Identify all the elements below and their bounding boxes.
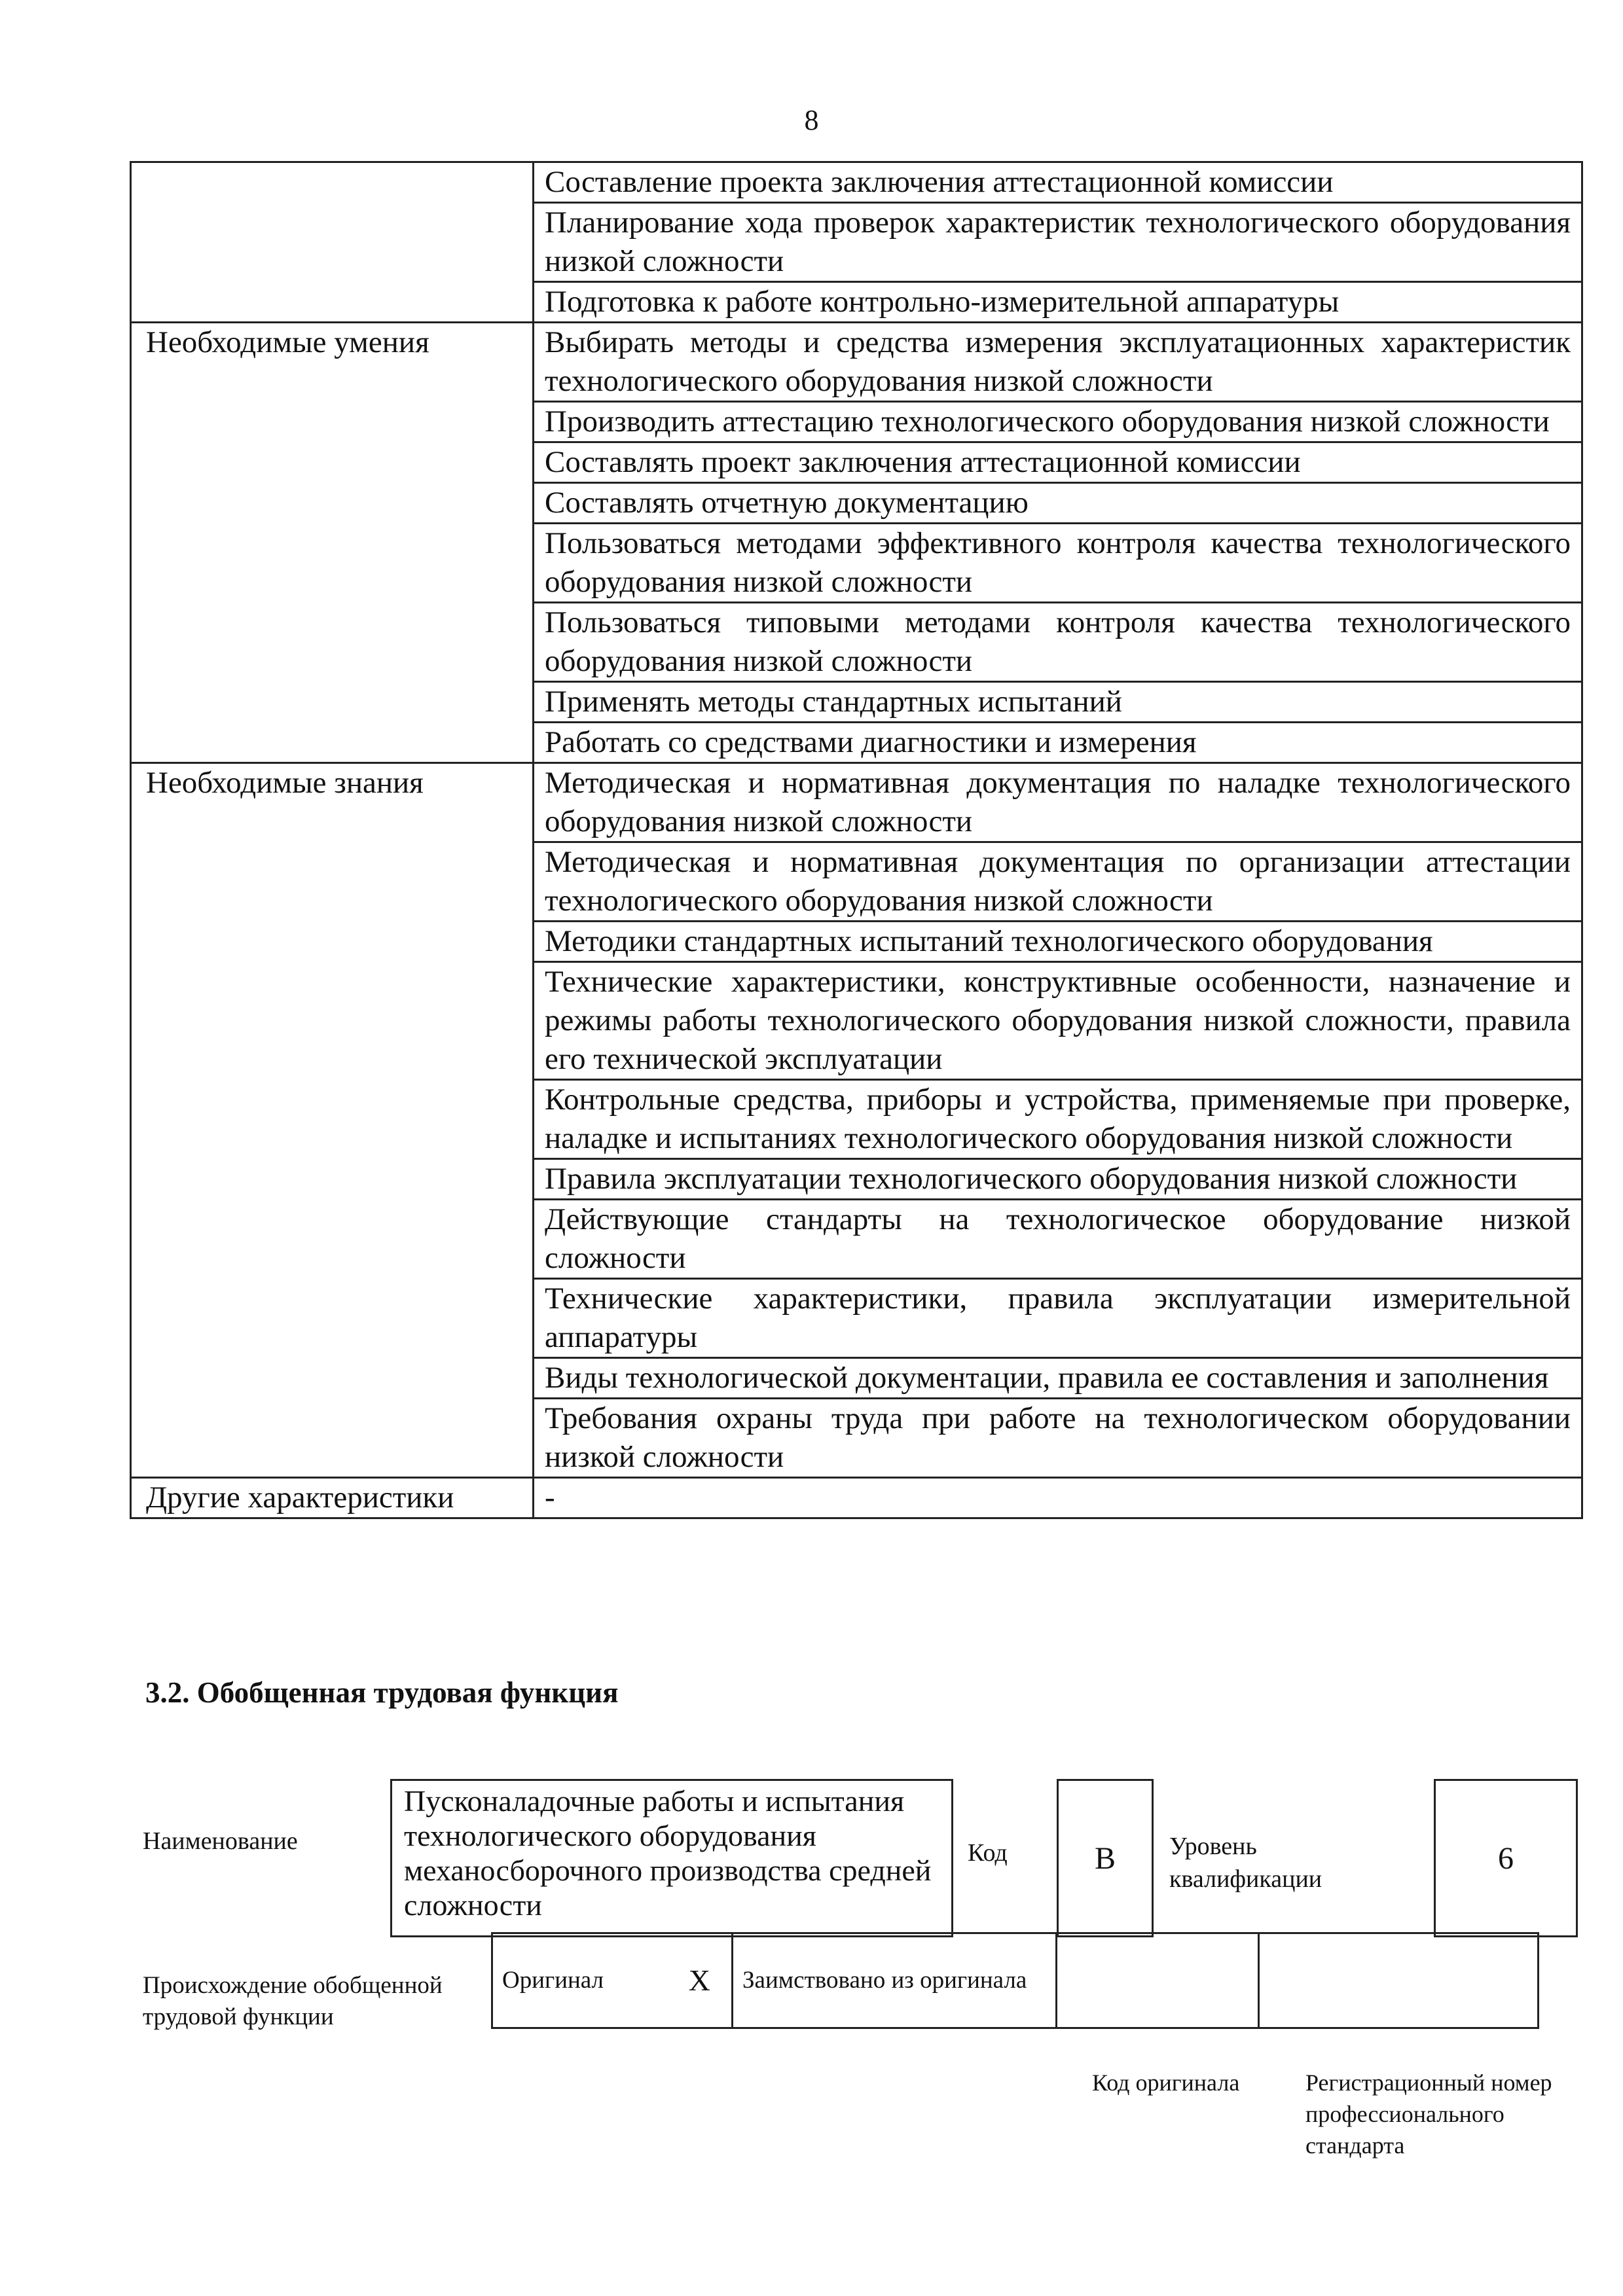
row-label bbox=[131, 162, 534, 323]
table-cell: Составлять отчетную документацию bbox=[534, 483, 1582, 524]
level-value: 6 bbox=[1498, 1840, 1514, 1876]
table-cell: Контрольные средства, приборы и устройства, применяемые при проверке, наладке и испытаниях технологического оборудования низкой сложности bbox=[534, 1080, 1582, 1159]
table-cell: Применять методы стандартных испытаний bbox=[534, 682, 1582, 723]
table-row bbox=[131, 1478, 1582, 1518]
section-title: 3.2. Обобщенная трудовая функция bbox=[145, 1676, 619, 1709]
code-value-box bbox=[1057, 1779, 1154, 1937]
table-cell: Требования охраны труда при работе на технологическом оборудовании низкой сложности bbox=[534, 1399, 1582, 1478]
table-cell: Действующие стандарты на технологическое оборудование низкой сложности bbox=[534, 1200, 1582, 1279]
function-name-box bbox=[390, 1779, 953, 1937]
function-name-value: Пусконаладочные работы и испытания технологического оборудования механосборочного производства средней сложности bbox=[404, 1784, 932, 1922]
table-cell: Методическая и нормативная документация по организации аттестации технологического оборудования низкой сложности bbox=[534, 842, 1582, 922]
table-row bbox=[131, 162, 1582, 203]
origin-label: Происхождение обобщенной трудовой функции bbox=[143, 1972, 443, 2030]
name-label: Наименование bbox=[143, 1827, 298, 1855]
level-label: Уровень квалификации bbox=[1169, 1833, 1322, 1893]
borrowed-cell bbox=[733, 1933, 1057, 2028]
row-label: Необходимые знания bbox=[131, 763, 534, 1478]
code-original-caption: Код оригинала bbox=[1092, 2070, 1240, 2096]
row-label: Необходимые умения bbox=[131, 323, 534, 763]
table-cell: Методики стандартных испытаний технологического оборудования bbox=[534, 922, 1582, 962]
table-cell: Правила эксплуатации технологического оборудования низкой сложности bbox=[534, 1159, 1582, 1200]
table-cell: Производить аттестацию технологического оборудования низкой сложности bbox=[534, 402, 1582, 442]
table-cell: Методическая и нормативная документация по наладке технологического оборудования низкой сложности bbox=[534, 763, 1582, 842]
level-value-box bbox=[1434, 1779, 1578, 1937]
origin-table bbox=[491, 1932, 1539, 2029]
reg-number-caption: Регистрационный номер профессионального стандарта bbox=[1305, 2070, 1552, 2159]
table-row bbox=[131, 323, 1582, 402]
code-label: Код bbox=[968, 1839, 1008, 1867]
table-row bbox=[131, 763, 1582, 842]
code-original-cell bbox=[1057, 1933, 1259, 2028]
table-cell: Выбирать методы и средства измерения эксплуатационных характеристик технологического оборудования низкой сложности bbox=[534, 323, 1582, 402]
row-label: Другие характеристики bbox=[131, 1478, 534, 1518]
code-value: B bbox=[1094, 1840, 1116, 1876]
table-cell: Пользоваться типовыми методами контроля качества технологического оборудования низкой сложности bbox=[534, 603, 1582, 682]
original-cell bbox=[492, 1933, 733, 2028]
borrowed-label: Заимствовано из оригинала bbox=[742, 1967, 1027, 1994]
table-cell: Планирование хода проверок характеристик технологического оборудования низкой сложности bbox=[534, 203, 1582, 282]
original-label: Оригинал bbox=[502, 1967, 604, 1994]
table-cell: Виды технологической документации, правила ее составления и заполнения bbox=[534, 1358, 1582, 1399]
table-cell: Составлять проект заключения аттестационной комиссии bbox=[534, 442, 1582, 483]
table-cell: Подготовка к работе контрольно-измерительной аппаратуры bbox=[534, 282, 1582, 323]
table-cell: - bbox=[534, 1478, 1582, 1518]
table-cell: Технические характеристики, конструктивные особенности, назначение и режимы работы технологического оборудования низкой сложности, правила его технической эксплуатации bbox=[534, 962, 1582, 1080]
page-number: 8 bbox=[804, 104, 819, 136]
table-cell: Технические характеристики, правила эксплуатации измерительной аппаратуры bbox=[534, 1279, 1582, 1358]
original-mark: X bbox=[688, 1964, 710, 1997]
competency-table bbox=[130, 161, 1583, 1519]
reg-number-cell bbox=[1259, 1933, 1539, 2028]
table-cell: Работать со средствами диагностики и измерения bbox=[534, 723, 1582, 763]
table-cell: Пользоваться методами эффективного контроля качества технологического оборудования низкой сложности bbox=[534, 524, 1582, 603]
table-cell: Составление проекта заключения аттестационной комиссии bbox=[534, 162, 1582, 203]
